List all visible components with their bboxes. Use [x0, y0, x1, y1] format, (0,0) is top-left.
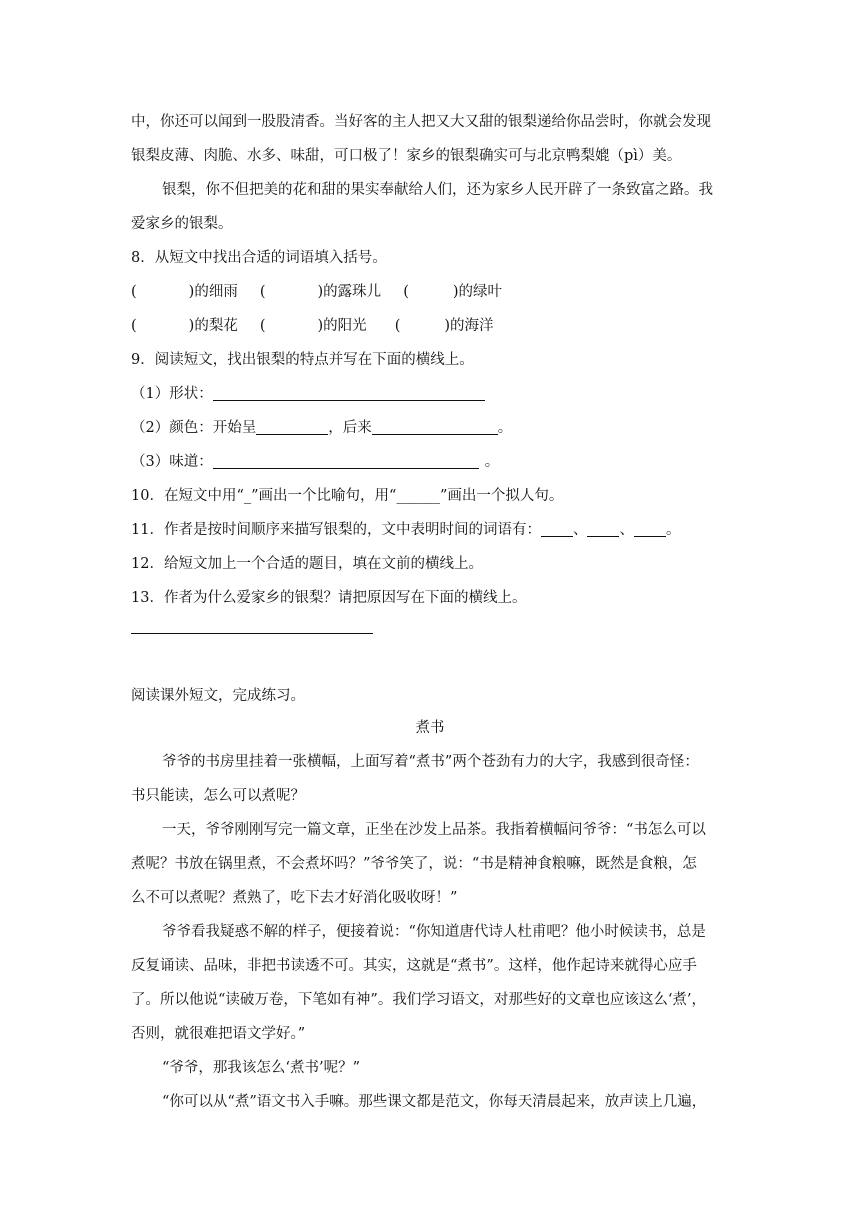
question-9: 9．阅读短文，找出银梨的特点并写在下面的横线上。 [131, 352, 474, 368]
q10-text: ”画出一个拟人句。 [439, 488, 564, 504]
q9-color [131, 418, 512, 438]
passage-line: 银梨，你不但把美的花和甜的果实奉献给人们，还为家乡人民开辟了一条致富之路。我 [162, 182, 713, 198]
q9-shape-label: （1）形状： [131, 386, 213, 402]
question-12: 12．给短文加上一个合适的题目，填在文前的横线上。 [131, 556, 483, 572]
phrase: )的绿叶 [452, 284, 503, 300]
q9-taste-label: （3）味道： [131, 454, 213, 470]
passage-line: 一天，爷爷刚刚写完一篇文章，正坐在沙发上品茶。我指着横幅问爷爷：“书怎么可以 [162, 822, 706, 838]
passage-line: 爱家乡的银梨。 [131, 216, 233, 232]
reading-intro: 阅读课外短文，完成练习。 [131, 688, 305, 704]
paren-open: ( [259, 284, 266, 300]
answer-line[interactable] [541, 521, 573, 537]
phrase: )的海洋 [444, 318, 494, 334]
question-11 [131, 520, 680, 540]
answer-line[interactable] [213, 453, 479, 469]
answer-line[interactable] [372, 419, 498, 435]
q10-text: 10．在短文中用“ [131, 488, 244, 504]
passage-line: 爷爷看我疑惑不解的样子，便接着说：“你知道唐代诗人杜甫吧？他小时候读书，总是 [162, 924, 706, 940]
q8-row-1 [131, 282, 502, 302]
q10-mark-a: _ [243, 488, 252, 504]
passage-line: 反复诵读、品味，非把书读透不可。其实，这就是“煮书”。这样，他作起诗来就得心应手 [131, 958, 697, 974]
phrase: )的梨花 [188, 318, 238, 334]
paren-open: ( [259, 318, 266, 334]
q9-color-mid: ，后来 [328, 420, 372, 436]
answer-line[interactable] [587, 521, 619, 537]
question-8: 8．从短文中找出合适的词语填入括号。 [131, 250, 387, 266]
answer-line[interactable] [256, 419, 328, 435]
q10-mark-b: ______ [396, 488, 440, 504]
punct: 、 [619, 522, 634, 538]
passage-line: 银梨皮薄、肉脆、水多、味甜，可口极了！家乡的银梨确实可与北京鸭梨媲（pì）美。 [131, 148, 682, 164]
paren-open: ( [131, 284, 137, 300]
passage-title: 煮书 [415, 720, 445, 736]
answer-line[interactable] [634, 521, 666, 537]
punct: 。 [497, 420, 513, 436]
punct: 。 [484, 454, 500, 470]
paren-open: ( [403, 284, 409, 300]
phrase: )的露珠儿 [317, 284, 382, 300]
passage-line: 否则，就很难把语文学好。” [131, 1026, 306, 1042]
q11-text: 11．作者是按时间顺序来描写银梨的，文中表明时间的词语有： [131, 522, 541, 538]
passage-line: 书只能读，怎么可以煮呢？ [131, 788, 305, 804]
punct: 。 [665, 522, 681, 538]
paren-open: ( [394, 318, 401, 334]
passage-line: “爷爷，那我该怎么‘煮书’呢？” [162, 1060, 361, 1076]
q8-row-2 [131, 316, 494, 336]
q9-shape [131, 384, 485, 404]
answer-line[interactable] [213, 385, 485, 401]
passage-line: 中，你还可以闻到一股股清香。当好客的主人把又大又甜的银梨递给你品尝时，你就会发现 [131, 114, 711, 130]
passage-line: 煮呢？书放在锅里煮，不会煮坏吗？”爷爷笑了，说：“书是精神食粮嘛，既然是食粮，怎 [131, 856, 697, 872]
q10-text: ”画出一个比喻句，用“ [251, 488, 397, 504]
answer-line[interactable] [131, 633, 373, 634]
q9-taste [131, 452, 499, 472]
question-13: 13．作者为什么爱家乡的银梨？请把原因写在下面的横线上。 [131, 590, 527, 606]
passage-line: 爷爷的书房里挂着一张横幅，上面写着“煮书”两个苍劲有力的大字，我感到很奇怪： [162, 754, 699, 770]
question-10 [131, 486, 563, 506]
passage-line: “你可以从“煮”语文书入手嘛。那些课文都是范文，你每天清晨起来，放声读上几遍， [162, 1094, 707, 1110]
passage-line: 了。所以他说“读破万卷，下笔如有神”。我们学习语文，对那些好的文章也应该这么‘煮’， [131, 992, 707, 1008]
passage-line: 么不可以煮呢？煮熟了，吃下去才好消化吸收呀！” [131, 890, 458, 906]
q9-color-label: （2）颜色：开始呈 [131, 420, 257, 436]
punct: 、 [572, 522, 588, 538]
paren-open: ( [131, 318, 137, 334]
phrase: )的阳光 [317, 318, 367, 334]
phrase: )的细雨 [188, 284, 238, 300]
